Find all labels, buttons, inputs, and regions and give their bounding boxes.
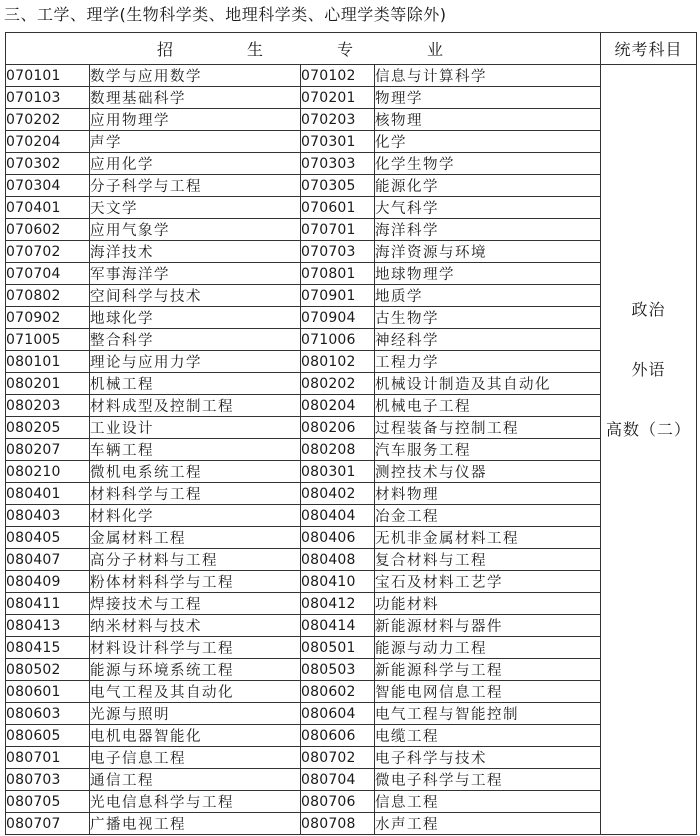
- major-code: 080403: [6, 505, 90, 527]
- major-name: 工业设计: [90, 417, 301, 439]
- major-code: 070304: [6, 175, 90, 197]
- major-name: 材料成型及控制工程: [90, 395, 301, 417]
- major-name: 声学: [90, 131, 301, 153]
- header-char: 业: [427, 40, 450, 59]
- major-name: 无机非金属材料工程: [375, 527, 601, 549]
- table-header-row: [6, 33, 697, 65]
- table-row: [6, 439, 697, 461]
- major-code: 070602: [6, 219, 90, 241]
- major-code: 080205: [6, 417, 90, 439]
- major-name: 纳米材料与技术: [90, 615, 301, 637]
- major-name: 地球化学: [90, 307, 301, 329]
- major-name: 电气工程及其自动化: [90, 681, 301, 703]
- exam-subject: 政治: [631, 300, 666, 319]
- table-row: [6, 505, 697, 527]
- major-name: 地球物理学: [375, 263, 601, 285]
- major-name: 海洋技术: [90, 241, 301, 263]
- table-row: [6, 87, 697, 109]
- major-name: 信息与计算科学: [375, 65, 601, 87]
- major-name: 能源与环境系统工程: [90, 659, 301, 681]
- major-code: 080204: [301, 395, 375, 417]
- table-row: [6, 615, 697, 637]
- header-char: 专: [337, 40, 360, 59]
- major-name: 电子信息工程: [90, 747, 301, 769]
- major-name: 光电信息科学与工程: [90, 791, 301, 813]
- major-name: 金属材料工程: [90, 527, 301, 549]
- major-name: 化学生物学: [375, 153, 601, 175]
- major-name: 机械工程: [90, 373, 301, 395]
- major-name: 新能源材料与器件: [375, 615, 601, 637]
- major-code: 070301: [301, 131, 375, 153]
- major-name: 数学与应用数学: [90, 65, 301, 87]
- major-name: 材料科学与工程: [90, 483, 301, 505]
- majors-table: [5, 32, 697, 835]
- major-name: 测控技术与仪器: [375, 461, 601, 483]
- major-code: 080414: [301, 615, 375, 637]
- major-code: 070305: [301, 175, 375, 197]
- major-code: 080203: [6, 395, 90, 417]
- table-row: [6, 593, 697, 615]
- table-row: [6, 373, 697, 395]
- table-row: [6, 747, 697, 769]
- major-name: 天文学: [90, 197, 301, 219]
- major-name: 功能材料: [375, 593, 601, 615]
- major-name: 汽车服务工程: [375, 439, 601, 461]
- major-name: 光源与照明: [90, 703, 301, 725]
- major-name: 数理基础科学: [90, 87, 301, 109]
- exam-subject: 高数（二）: [605, 420, 691, 439]
- table-row: [6, 65, 697, 87]
- major-code: 080602: [301, 681, 375, 703]
- major-name: 车辆工程: [90, 439, 301, 461]
- major-code: 080402: [301, 483, 375, 505]
- major-code: 070201: [301, 87, 375, 109]
- major-code: 080407: [6, 549, 90, 571]
- major-name: 应用气象学: [90, 219, 301, 241]
- major-code: 080401: [6, 483, 90, 505]
- major-code: 071006: [301, 329, 375, 351]
- major-code: 080406: [301, 527, 375, 549]
- major-name: 海洋科学: [375, 219, 601, 241]
- header-char: 生: [246, 40, 269, 59]
- major-code: 080412: [301, 593, 375, 615]
- major-name: 广播电视工程: [90, 813, 301, 835]
- major-code: 070702: [6, 241, 90, 263]
- major-code: 070204: [6, 131, 90, 153]
- header-majors: [6, 33, 601, 65]
- major-code: 080301: [301, 461, 375, 483]
- major-name: 海洋资源与环境: [375, 241, 601, 263]
- table-row: [6, 571, 697, 593]
- table-row: [6, 329, 697, 351]
- major-name: 信息工程: [375, 791, 601, 813]
- major-code: 080210: [6, 461, 90, 483]
- major-code: 080708: [301, 813, 375, 835]
- major-code: 080409: [6, 571, 90, 593]
- exam-subjects-cell: [601, 65, 697, 835]
- table-row: [6, 219, 697, 241]
- major-code: 080707: [6, 813, 90, 835]
- major-name: 智能电网信息工程: [375, 681, 601, 703]
- major-code: 070401: [6, 197, 90, 219]
- major-name: 工程力学: [375, 351, 601, 373]
- major-name: 材料化学: [90, 505, 301, 527]
- major-name: 古生物学: [375, 307, 601, 329]
- major-name: 通信工程: [90, 769, 301, 791]
- major-code: 080411: [6, 593, 90, 615]
- major-name: 焊接技术与工程: [90, 593, 301, 615]
- table-row: [6, 153, 697, 175]
- major-code: 080408: [301, 549, 375, 571]
- page-title: 三、工学、理学(生物科学类、地理科学类、心理学类等除外): [4, 5, 447, 24]
- major-code: 080208: [301, 439, 375, 461]
- major-code: 070701: [301, 219, 375, 241]
- major-name: 核物理: [375, 109, 601, 131]
- major-code: 080502: [6, 659, 90, 681]
- table-row: [6, 263, 697, 285]
- table-row: [6, 307, 697, 329]
- major-code: 070202: [6, 109, 90, 131]
- major-name: 水声工程: [375, 813, 601, 835]
- major-name: 大气科学: [375, 197, 601, 219]
- major-name: 材料设计科学与工程: [90, 637, 301, 659]
- major-name: 能源与动力工程: [375, 637, 601, 659]
- major-code: 080706: [301, 791, 375, 813]
- major-code: 070703: [301, 241, 375, 263]
- major-name: 整合科学: [90, 329, 301, 351]
- major-code: 080604: [301, 703, 375, 725]
- major-code: 080201: [6, 373, 90, 395]
- major-name: 应用化学: [90, 153, 301, 175]
- major-code: 080413: [6, 615, 90, 637]
- major-code: 080410: [301, 571, 375, 593]
- major-code: 070203: [301, 109, 375, 131]
- major-name: 复合材料与工程: [375, 549, 601, 571]
- major-code: 070904: [301, 307, 375, 329]
- major-code: 080606: [301, 725, 375, 747]
- major-name: 电机电器智能化: [90, 725, 301, 747]
- major-code: 080415: [6, 637, 90, 659]
- exam-subject: 外语: [631, 360, 666, 379]
- table-row: [6, 791, 697, 813]
- major-name: 电子科学与技术: [375, 747, 601, 769]
- major-code: 070802: [6, 285, 90, 307]
- major-code: 080207: [6, 439, 90, 461]
- header-char: 招: [156, 40, 179, 59]
- major-code: 080501: [301, 637, 375, 659]
- major-code: 080101: [6, 351, 90, 373]
- table-row: [6, 175, 697, 197]
- major-name: 神经科学: [375, 329, 601, 351]
- major-name: 机械设计制造及其自动化: [375, 373, 601, 395]
- major-name: 机械电子工程: [375, 395, 601, 417]
- major-name: 应用物理学: [90, 109, 301, 131]
- major-code: 080701: [6, 747, 90, 769]
- major-code: 080206: [301, 417, 375, 439]
- major-code: 070704: [6, 263, 90, 285]
- table-row: [6, 417, 697, 439]
- major-name: 微电子科学与工程: [375, 769, 601, 791]
- major-code: 080704: [301, 769, 375, 791]
- major-name: 军事海洋学: [90, 263, 301, 285]
- major-code: 080405: [6, 527, 90, 549]
- major-code: 080703: [6, 769, 90, 791]
- major-code: 070101: [6, 65, 90, 87]
- header-exam-subjects: 统考科目: [601, 33, 697, 65]
- major-name: 物理学: [375, 87, 601, 109]
- major-name: 空间科学与技术: [90, 285, 301, 307]
- table-row: [6, 109, 697, 131]
- major-code: 080705: [6, 791, 90, 813]
- table-row: [6, 241, 697, 263]
- major-code: 080102: [301, 351, 375, 373]
- major-code: 080702: [301, 747, 375, 769]
- table-row: [6, 395, 697, 417]
- major-code: 070901: [301, 285, 375, 307]
- table-row: [6, 549, 697, 571]
- table-row: [6, 197, 697, 219]
- major-code: 070302: [6, 153, 90, 175]
- major-code: 080601: [6, 681, 90, 703]
- major-code: 071005: [6, 329, 90, 351]
- major-code: 070601: [301, 197, 375, 219]
- major-code: 070103: [6, 87, 90, 109]
- table-row: [6, 659, 697, 681]
- table-row: [6, 285, 697, 307]
- table-row: [6, 725, 697, 747]
- major-name: 电缆工程: [375, 725, 601, 747]
- major-code: 080605: [6, 725, 90, 747]
- table-row: [6, 131, 697, 153]
- table-row: [6, 681, 697, 703]
- major-name: 高分子材料与工程: [90, 549, 301, 571]
- table-row: [6, 769, 697, 791]
- major-name: 化学: [375, 131, 601, 153]
- table-row: [6, 813, 697, 835]
- major-code: 080603: [6, 703, 90, 725]
- major-name: 宝石及材料工艺学: [375, 571, 601, 593]
- major-name: 电气工程与智能控制: [375, 703, 601, 725]
- major-name: 理论与应用力学: [90, 351, 301, 373]
- table-row: [6, 637, 697, 659]
- table-row: [6, 703, 697, 725]
- major-code: 070303: [301, 153, 375, 175]
- major-code: 070902: [6, 307, 90, 329]
- major-name: 材料物理: [375, 483, 601, 505]
- major-code: 070102: [301, 65, 375, 87]
- table-row: [6, 483, 697, 505]
- major-code: 080202: [301, 373, 375, 395]
- major-name: 新能源科学与工程: [375, 659, 601, 681]
- major-name: 冶金工程: [375, 505, 601, 527]
- major-code: 070801: [301, 263, 375, 285]
- table-row: [6, 527, 697, 549]
- major-name: 能源化学: [375, 175, 601, 197]
- major-name: 微机电系统工程: [90, 461, 301, 483]
- table-row: [6, 461, 697, 483]
- major-code: 080404: [301, 505, 375, 527]
- major-name: 过程装备与控制工程: [375, 417, 601, 439]
- major-name: 粉体材料科学与工程: [90, 571, 301, 593]
- table-row: [6, 351, 697, 373]
- major-name: 地质学: [375, 285, 601, 307]
- major-name: 分子科学与工程: [90, 175, 301, 197]
- major-code: 080503: [301, 659, 375, 681]
